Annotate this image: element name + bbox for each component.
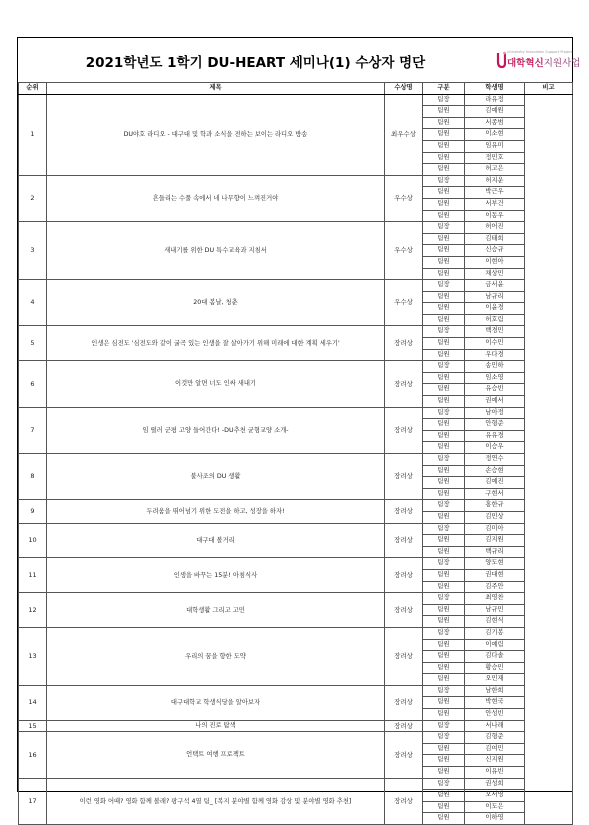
member-role: 팀장 <box>423 280 465 292</box>
team-number: 15 <box>19 720 47 732</box>
member-name: 권성희 <box>465 778 525 790</box>
member-name: 김여민 <box>465 743 525 755</box>
team-title: 임 떨러 군평 고양 들어간다! -DU추천 균형교양 소개- <box>47 407 385 453</box>
award-name: 장려상 <box>385 720 423 732</box>
member-name: 김다솔 <box>465 651 525 663</box>
member-name: 정연수 <box>465 454 525 466</box>
member-name: 이도은 <box>465 801 525 813</box>
award-name: 우수상 <box>385 222 423 280</box>
member-role: 팀원 <box>423 801 465 813</box>
member-role: 팀원 <box>423 604 465 616</box>
member-name: 김현식 <box>465 616 525 628</box>
team-title: 인생을 바꾸는 15분! 아침식사 <box>47 558 385 593</box>
member-role: 팀원 <box>423 662 465 674</box>
member-role: 팀원 <box>423 164 465 176</box>
member-role: 팀원 <box>423 338 465 350</box>
member-role: 팀원 <box>423 581 465 593</box>
member-name: 이현아 <box>465 256 525 268</box>
team-title: 이런 영화 어때? 영화 함께 볼래? 팡구석 4열 팀_ [복지 분야별 함께 영화 감상 및 분야별 영화 추천] <box>47 778 385 824</box>
award-name: 장려상 <box>385 778 423 824</box>
team-number: 13 <box>19 627 47 685</box>
member-role: 팀장 <box>423 593 465 605</box>
member-name: 이소현 <box>465 129 525 141</box>
award-name: 장려상 <box>385 558 423 593</box>
title-bar <box>18 38 581 82</box>
table-row <box>19 558 573 570</box>
team-number: 16 <box>19 732 47 778</box>
team-title: 이것만 알면 너도 인싸 새내기 <box>47 361 385 407</box>
member-role: 팀장 <box>423 222 465 234</box>
header-award: 수상명 <box>385 83 423 95</box>
member-name: 김기봉 <box>465 627 525 639</box>
member-name: 양도현 <box>465 558 525 570</box>
member-role: 팀원 <box>423 616 465 628</box>
table-row <box>19 778 573 790</box>
member-role: 팀원 <box>423 268 465 280</box>
award-name: 우수상 <box>385 280 423 326</box>
member-name: 백경민 <box>465 326 525 338</box>
award-name: 장려상 <box>385 407 423 453</box>
table-row <box>19 280 573 292</box>
team-number: 3 <box>19 222 47 280</box>
member-name: 안형준 <box>465 419 525 431</box>
member-name: 정민호 <box>465 152 525 164</box>
award-name: 장려상 <box>385 500 423 523</box>
table-row <box>19 523 573 535</box>
member-name: 김형준 <box>465 732 525 744</box>
member-role: 팀장 <box>423 361 465 373</box>
team-title: 인생은 심전도 '심전도와 같이 굴곡 있는 인생을 잘 살아가기 위해 미래에 대한 계획 세우기' <box>47 326 385 361</box>
member-name: 유승빈 <box>465 384 525 396</box>
document-sheet <box>17 37 581 822</box>
member-name: 이동우 <box>465 210 525 222</box>
logo-subtitle: University Innovation Support Project <box>507 50 573 54</box>
member-role: 팀원 <box>423 106 465 118</box>
member-name: 유유경 <box>465 430 525 442</box>
member-name: 송민하 <box>465 361 525 373</box>
member-name: 이예림 <box>465 639 525 651</box>
member-role: 팀원 <box>423 511 465 523</box>
table-row <box>19 407 573 419</box>
member-name: 김지원 <box>465 535 525 547</box>
header-no: 순위 <box>19 83 47 95</box>
member-role: 팀원 <box>423 419 465 431</box>
member-name: 신승규 <box>465 245 525 257</box>
member-name: 남한희 <box>465 685 525 697</box>
member-name: 오민재 <box>465 674 525 686</box>
team-title: 대구대학교 학생식당을 알아보자 <box>47 685 385 720</box>
team-title: 나의 진로 탐색 <box>47 720 385 732</box>
team-number: 8 <box>19 454 47 500</box>
member-name: 김예진 <box>465 477 525 489</box>
team-title: 우리의 꿈을 향한 도약 <box>47 627 385 685</box>
member-name: 남규리 <box>465 291 525 303</box>
member-name: 김태희 <box>465 233 525 245</box>
member-name: 박현국 <box>465 697 525 709</box>
member-name: 서종범 <box>465 117 525 129</box>
member-role: 팀원 <box>423 291 465 303</box>
member-role: 팀원 <box>423 430 465 442</box>
table-header-row <box>19 83 573 95</box>
member-role: 팀원 <box>423 349 465 361</box>
note-cell <box>525 94 573 824</box>
member-role: 팀원 <box>423 210 465 222</box>
award-name: 장려상 <box>385 593 423 628</box>
team-number: 10 <box>19 523 47 558</box>
table-row <box>19 500 573 512</box>
table-row <box>19 94 573 106</box>
team-number: 12 <box>19 593 47 628</box>
member-role: 팀원 <box>423 245 465 257</box>
team-title: 새내기를 위한 DU 특수교육과 지침서 <box>47 222 385 280</box>
member-role: 팀원 <box>423 187 465 199</box>
member-role: 팀원 <box>423 639 465 651</box>
member-name: 권예서 <box>465 396 525 408</box>
table-row <box>19 732 573 744</box>
member-role: 팀원 <box>423 396 465 408</box>
team-number: 14 <box>19 685 47 720</box>
member-role: 팀원 <box>423 256 465 268</box>
member-name: 허지운 <box>465 175 525 187</box>
award-name: 장려상 <box>385 627 423 685</box>
member-name: 황승민 <box>465 662 525 674</box>
member-name: 오서영 <box>465 790 525 802</box>
member-name: 김예원 <box>465 106 525 118</box>
member-role: 팀원 <box>423 198 465 210</box>
team-number: 11 <box>19 558 47 593</box>
member-name: 신지원 <box>465 755 525 767</box>
team-number: 6 <box>19 361 47 407</box>
header-role: 구분 <box>423 83 465 95</box>
logo-accent-text: 대학혁신 <box>507 58 544 69</box>
team-number: 7 <box>19 407 47 453</box>
member-name: 서부건 <box>465 198 525 210</box>
member-role: 팀원 <box>423 546 465 558</box>
member-role: 팀원 <box>423 442 465 454</box>
member-role: 팀장 <box>423 94 465 106</box>
team-title: DU야호 라디오 - 대구대 및 학과 소식을 전하는 보이는 라디오 방송 <box>47 94 385 175</box>
table-row <box>19 361 573 373</box>
member-name: 라유정 <box>465 94 525 106</box>
team-title: 흔들리는 수풀 속에서 네 나무향이 느껴진거야 <box>47 175 385 221</box>
member-role: 팀원 <box>423 767 465 779</box>
award-name: 장려상 <box>385 732 423 778</box>
team-number: 4 <box>19 280 47 326</box>
member-role: 팀원 <box>423 465 465 477</box>
member-role: 팀원 <box>423 569 465 581</box>
member-name: 임소영 <box>465 372 525 384</box>
member-role: 팀원 <box>423 117 465 129</box>
member-name: 최영찬 <box>465 593 525 605</box>
logo-mark-icon <box>496 50 506 70</box>
member-name: 남아정 <box>465 407 525 419</box>
member-role: 팀원 <box>423 488 465 500</box>
logo-text <box>507 55 580 69</box>
member-role: 팀장 <box>423 500 465 512</box>
member-name: 백규리 <box>465 546 525 558</box>
table-row <box>19 175 573 187</box>
member-name: 김미아 <box>465 523 525 535</box>
team-title: 두려움을 뛰어넘기 위한 도전을 하고, 성장을 하자! <box>47 500 385 523</box>
university-innovation-logo <box>496 50 581 70</box>
member-name: 안성빈 <box>465 709 525 721</box>
member-name: 권대현 <box>465 569 525 581</box>
member-role: 팀원 <box>423 743 465 755</box>
award-name: 우수상 <box>385 175 423 221</box>
member-role: 팀원 <box>423 233 465 245</box>
team-number: 9 <box>19 500 47 523</box>
logo-main-text: 지원사업 <box>543 58 581 69</box>
team-title: 불사조의 DU 생활 <box>47 454 385 500</box>
table-row <box>19 326 573 338</box>
member-role: 팀장 <box>423 175 465 187</box>
member-role: 팀원 <box>423 709 465 721</box>
table-row <box>19 593 573 605</box>
member-role: 팀장 <box>423 685 465 697</box>
member-role: 팀원 <box>423 372 465 384</box>
member-name: 남규민 <box>465 604 525 616</box>
member-role: 팀원 <box>423 152 465 164</box>
team-title: 언택트 여행 프로젝트 <box>47 732 385 778</box>
member-role: 팀장 <box>423 407 465 419</box>
table-row <box>19 222 573 234</box>
member-name: 우다경 <box>465 349 525 361</box>
member-name: 김민상 <box>465 511 525 523</box>
award-name: 장려상 <box>385 685 423 720</box>
table-row <box>19 627 573 639</box>
member-name: 이승우 <box>465 442 525 454</box>
member-role: 팀장 <box>423 523 465 535</box>
table-row <box>19 720 573 732</box>
table-row <box>19 685 573 697</box>
member-role: 팀원 <box>423 303 465 315</box>
member-role: 팀원 <box>423 651 465 663</box>
header-name: 학생명 <box>465 83 525 95</box>
member-name: 이수민 <box>465 338 525 350</box>
member-name: 허어진 <box>465 222 525 234</box>
member-name: 박근우 <box>465 187 525 199</box>
team-number: 5 <box>19 326 47 361</box>
team-number: 1 <box>19 94 47 175</box>
member-role: 팀장 <box>423 732 465 744</box>
header-title: 제목 <box>47 83 385 95</box>
member-role: 팀장 <box>423 720 465 732</box>
member-name: 김주안 <box>465 581 525 593</box>
member-name: 금서윤 <box>465 280 525 292</box>
member-role: 팀원 <box>423 790 465 802</box>
member-role: 팀원 <box>423 140 465 152</box>
award-name: 장려상 <box>385 326 423 361</box>
member-role: 팀장 <box>423 778 465 790</box>
member-role: 팀원 <box>423 477 465 489</box>
member-name: 서나래 <box>465 720 525 732</box>
team-number: 17 <box>19 778 47 824</box>
team-number: 2 <box>19 175 47 221</box>
header-note: 비고 <box>525 83 573 95</box>
member-name: 구현서 <box>465 488 525 500</box>
member-role: 팀원 <box>423 813 465 825</box>
member-role: 팀원 <box>423 697 465 709</box>
document-title: 2021학년도 1학기 DU-HEART 세미나(1) 수상자 명단 <box>85 55 426 71</box>
award-name: 최우수상 <box>385 94 423 175</box>
award-name: 장려상 <box>385 361 423 407</box>
table-row <box>19 454 573 466</box>
member-role: 팀원 <box>423 314 465 326</box>
member-role: 팀장 <box>423 558 465 570</box>
team-title: 대학생활 그리고 고민 <box>47 593 385 628</box>
member-name: 채상민 <box>465 268 525 280</box>
member-name: 홍한규 <box>465 500 525 512</box>
member-role: 팀원 <box>423 674 465 686</box>
team-title: 20대 봄날, 청춘 <box>47 280 385 326</box>
award-name: 장려상 <box>385 454 423 500</box>
member-name: 허호림 <box>465 314 525 326</box>
member-role: 팀원 <box>423 535 465 547</box>
member-role: 팀원 <box>423 384 465 396</box>
member-role: 팀장 <box>423 627 465 639</box>
member-name: 이윤경 <box>465 303 525 315</box>
member-name: 이하영 <box>465 813 525 825</box>
member-role: 팀장 <box>423 454 465 466</box>
member-name: 허고은 <box>465 164 525 176</box>
member-role: 팀장 <box>423 326 465 338</box>
member-name: 임유미 <box>465 140 525 152</box>
member-name: 이유빈 <box>465 767 525 779</box>
awardee-table <box>18 82 573 825</box>
member-name: 손승현 <box>465 465 525 477</box>
member-role: 팀원 <box>423 129 465 141</box>
team-title: 대구대 볼거리 <box>47 523 385 558</box>
member-role: 팀원 <box>423 755 465 767</box>
table-body <box>19 94 573 824</box>
award-name: 장려상 <box>385 523 423 558</box>
